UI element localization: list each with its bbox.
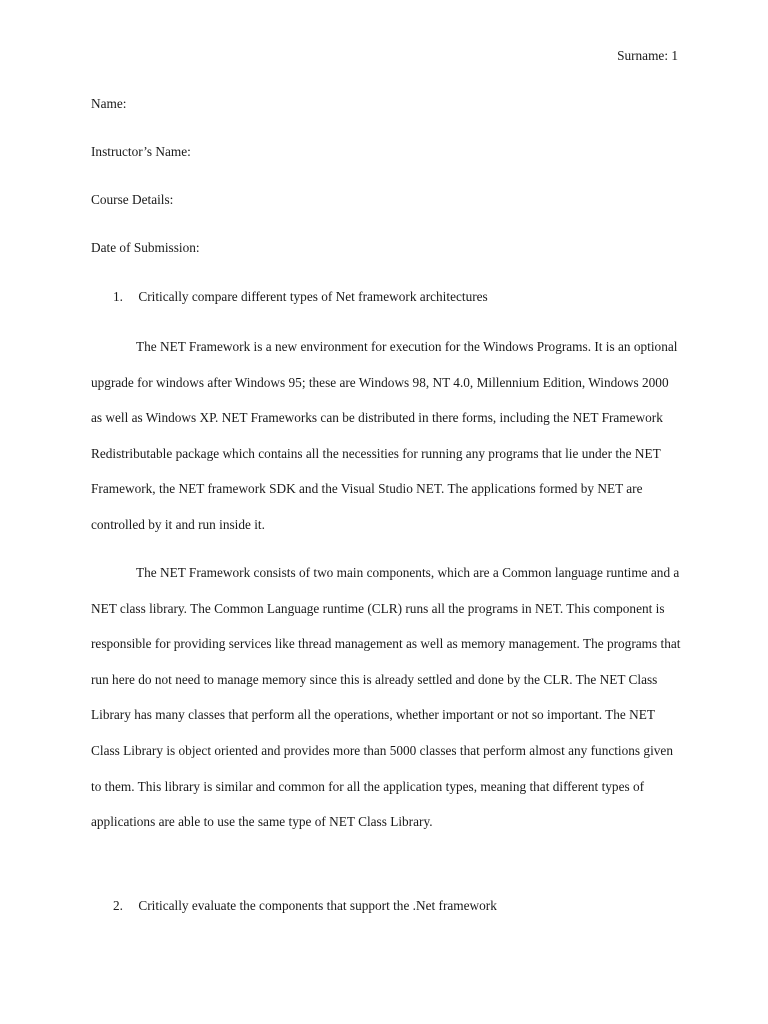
question-2-number: 2. (113, 898, 123, 913)
running-head: Surname: 1 (617, 48, 678, 63)
course-field: Course Details: (91, 192, 174, 207)
question-2-text: Critically evaluate the components that support the .Net framework (138, 898, 497, 913)
question-1-text: Critically compare different types of Net framework architectures (138, 289, 488, 304)
paragraph-1: The NET Framework is a new environment for execution for the Windows Programs. It is an optional upgrade for windows after Windows 95; these are Windows 98, NT 4.0, Millennium Edition, Windows 2000 as well as Windows XP. NET Frameworks can be distributed in there forms, including the NET Framework Redistributable package which contains all the necessities for running any programs that lie under the NET Framework, the NET framework SDK and the Visual Studio NET. The applications formed by NET are controlled by it and run inside it. (91, 339, 678, 532)
paragraph-2: The NET Framework consists of two main components, which are a Common language runtime and a NET class library. The Common Language runtime (CLR) runs all the programs in NET. This component is responsible for providing services like thread management as well as memory management. The programs that run here do not need to manage memory since this is already settled and done by the CLR. The NET Class Library has many classes that perform all the operations, whether important or not so important. The NET Class Library is object oriented and provides more than 5000 classes that perform almost any functions given to them. This library is similar and common for all the application types, meaning that different types of applications are able to use the same type of NET Class Library. (91, 565, 681, 830)
question-1 (113, 289, 488, 305)
instructor-field: Instructor’s Name: (91, 144, 191, 159)
question-1-number: 1. (113, 289, 123, 304)
name-field: Name: (91, 96, 127, 111)
date-field: Date of Submission: (91, 240, 200, 255)
question-2 (113, 898, 497, 914)
